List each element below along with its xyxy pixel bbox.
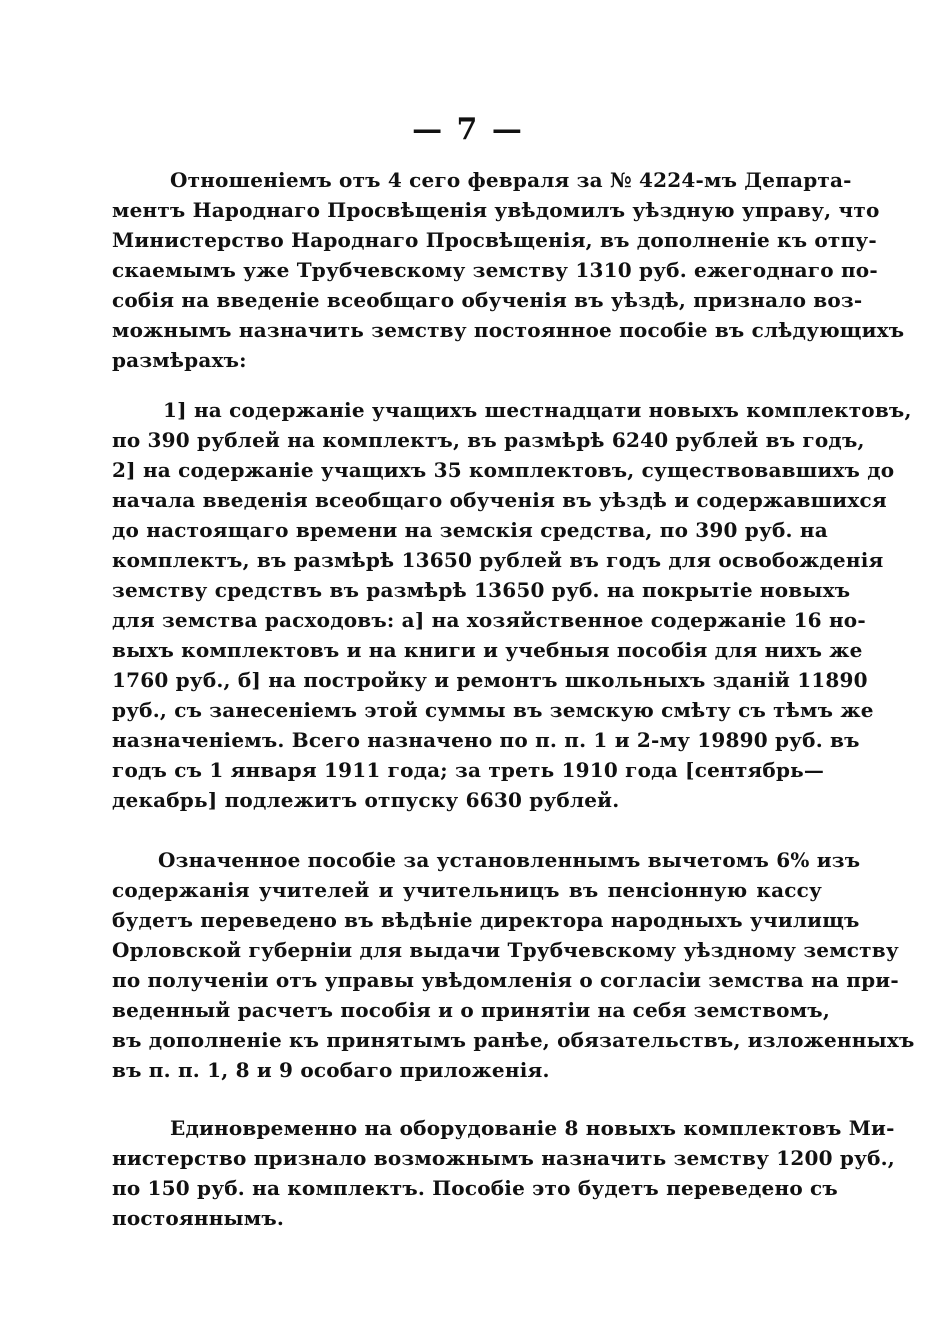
paragraph-3-line-1: Означенное пособіе за установленнымъ вычетомъ 6% изъ: [158, 848, 861, 872]
paragraph-1-line-3: Министерство Народнаго Просвѣщенія, въ дополненіе къ отпу-: [112, 228, 877, 252]
paragraph-1-line-6: можнымъ назначить земству постоянное пособіе въ слѣдующихъ: [112, 318, 905, 342]
paragraph-1-line-2: ментъ Народнаго Просвѣщенія увѣдомилъ уѣздную управу, что: [112, 198, 880, 222]
paragraph-2-line-5: до настоящаго времени на земскія средства, по 390 руб. на: [112, 518, 828, 542]
paragraph-3-line-8: въ п. п. 1, 8 и 9 особаго приложенія.: [112, 1058, 550, 1082]
paragraph-3-line-6: веденный расчетъ пособія и о принятіи на себя земствомъ,: [112, 998, 830, 1022]
paragraph-4-line-4: постояннымъ.: [112, 1206, 285, 1230]
paragraph-2-line-13: годъ съ 1 января 1911 года; за треть 1910 года [сентябрь—: [112, 758, 825, 782]
paragraph-1-line-1: Отношеніемъ отъ 4 сего февраля за № 4224-мъ Департа-: [170, 168, 852, 192]
paragraph-2-line-1: 1] на содержаніе учащихъ шестнадцати новыхъ комплектовъ,: [163, 398, 912, 422]
paragraph-2-line-14: декабрь] подлежитъ отпуску 6630 рублей.: [112, 788, 620, 812]
paragraph-2-line-2: по 390 рублей на комплектъ, въ размѣрѣ 6240 рублей въ годъ,: [112, 428, 865, 452]
paragraph-2-line-10: 1760 руб., б] на постройку и ремонтъ школьныхъ зданій 11890: [112, 668, 868, 692]
paragraph-3-line-2: содержанія учителей и учительницъ въ пенсіонную кассу: [112, 878, 822, 902]
paragraph-3-line-7: въ дополненіе къ принятымъ ранѣе, обязательствъ, изложенныхъ: [112, 1028, 915, 1052]
paragraph-1-line-4: скаемымъ уже Трубчевскому земству 1310 руб. ежегоднаго по-: [112, 258, 878, 282]
paragraph-4-line-2: нистерство признало возможнымъ назначить земству 1200 руб.,: [112, 1146, 895, 1170]
paragraph-3-line-4: Орловской губерніи для выдачи Трубчевскому уѣздному земству: [112, 938, 899, 962]
paragraph-2-line-8: для земства расходовъ: а] на хозяйственное содержаніе 16 но-: [112, 608, 866, 632]
paragraph-4-line-3: по 150 руб. на комплектъ. Пособіе это будетъ переведено съ: [112, 1176, 838, 1200]
paragraph-2-line-4: начала введенія всеобщаго обученія въ уѣздѣ и содержавшихся: [112, 488, 887, 512]
paragraph-3-line-3: будетъ переведено въ вѣдѣніе директора народныхъ училищъ: [112, 908, 860, 932]
paragraph-2-line-12: назначеніемъ. Всего назначено по п. п. 1 и 2-му 19890 руб. въ: [112, 728, 860, 752]
page-number: — 7 —: [412, 112, 524, 147]
paragraph-1-line-7: размѣрахъ:: [112, 348, 247, 372]
paragraph-2-line-7: земству средствъ въ размѣрѣ 13650 руб. на покрытіе новыхъ: [112, 578, 851, 602]
paragraph-1-line-5: собія на введеніе всеобщаго обученія въ уѣздѣ, признало воз-: [112, 288, 863, 312]
paragraph-4-line-1: Единовременно на оборудованіе 8 новыхъ комплектовъ Ми-: [170, 1116, 895, 1140]
paragraph-2-line-9: выхъ комплектовъ и на книги и учебныя пособія для нихъ же: [112, 638, 863, 662]
paragraph-3-line-5: по полученіи отъ управы увѣдомленія о согласіи земства на при-: [112, 968, 899, 992]
paragraph-2-line-11: руб., съ занесеніемъ этой суммы въ земскую смѣту съ тѣмъ же: [112, 698, 874, 722]
paragraph-2-line-6: комплектъ, въ размѣрѣ 13650 рублей въ годъ для освобожденія: [112, 548, 884, 572]
paragraph-2-line-3: 2] на содержаніе учащихъ 35 комплектовъ, существовавшихъ до: [112, 458, 895, 482]
